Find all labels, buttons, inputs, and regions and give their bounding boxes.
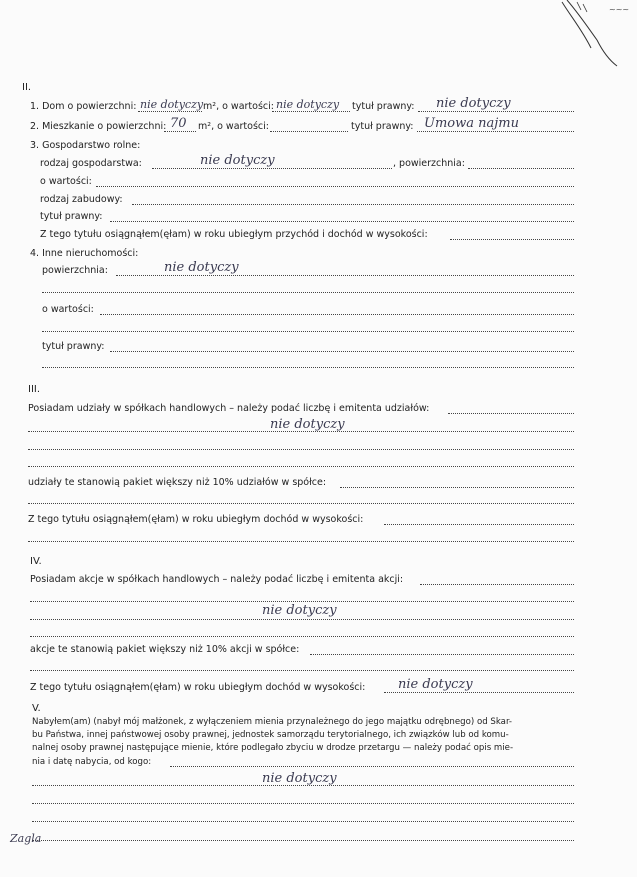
inne-powierzchnia-label: powierzchnia: bbox=[42, 265, 108, 276]
akcje-pakiet-field-2 bbox=[30, 670, 574, 671]
udzialy-pakiet-label: udziały te stanowią pakiet większy niż 10% udziałów w spółce: bbox=[28, 477, 327, 488]
akcje-pakiet-field bbox=[310, 654, 574, 655]
udzialy-ztego-label: Z tego tytułu osiągnąłem(ęłam) w roku ubiegłym dochód w wysokości: bbox=[28, 514, 364, 525]
akcje-ztego-label: Z tego tytułu osiągnąłem(ęłam) w roku ubiegłym dochód w wysokości: bbox=[30, 682, 366, 693]
nabylem-line-4: nia i datę nabycia, od kogo: bbox=[32, 757, 152, 767]
nabylem-field-2 bbox=[32, 785, 574, 786]
akcje-field-2 bbox=[30, 601, 574, 602]
udzialy-field bbox=[448, 413, 574, 414]
udzialy-ztego-field bbox=[384, 524, 574, 525]
gosp-zabudowy-field bbox=[132, 204, 574, 205]
gospodarstwo-label: 3. Gospodarstwo rolne: bbox=[30, 140, 141, 151]
gosp-ztego-label: Z tego tytułu osiągnąłem(ęłam) w roku ubiegłym przychód i dochód w wysokości: bbox=[40, 229, 428, 240]
udzialy-field-4 bbox=[28, 466, 574, 467]
dom-value-handwriting: nie dotyczy bbox=[276, 98, 340, 111]
section-ii-heading: II. bbox=[22, 82, 32, 93]
nabylem-field-4 bbox=[32, 821, 574, 822]
footer-initials: Zagla bbox=[10, 832, 42, 845]
akcje-ztego-handwriting: nie dotyczy bbox=[398, 677, 473, 692]
nabylem-line-3: nalnej osoby prawnej następujące mienie, które podlegało zbyciu w drodze przetargu — należy podać opis mie- bbox=[32, 743, 514, 753]
nabylem-handwriting: nie dotyczy bbox=[262, 771, 337, 786]
rodzaj-gospodarstwa-handwriting: nie dotyczy bbox=[200, 153, 275, 168]
powierzchnia-gosp-label: , powierzchnia: bbox=[393, 158, 465, 169]
mieszkanie-label: 2. Mieszkanie o powierzchni: bbox=[30, 121, 167, 132]
inne-wartosc-field bbox=[100, 314, 574, 315]
inne-powierzchnia-field bbox=[116, 275, 574, 276]
mieszkanie-title-field bbox=[417, 131, 574, 132]
svg-text:~~~: ~~~ bbox=[609, 5, 630, 14]
mieszkanie-title-label: tytuł prawny: bbox=[351, 121, 414, 132]
gosp-wartosc-field bbox=[96, 186, 574, 187]
udzialy-pakiet-field-2 bbox=[28, 503, 574, 504]
nabylem-line-2: bu Państwa, innej państwowej osoby prawnej, jednostek samorządu terytorialnego, ich związków lub od komu- bbox=[32, 730, 509, 740]
inne-wartosc-field-2 bbox=[42, 331, 574, 332]
nabylem-field-5 bbox=[32, 840, 574, 841]
akcje-handwriting: nie dotyczy bbox=[262, 603, 337, 618]
mieszkanie-value-field bbox=[270, 131, 348, 132]
udzialy-pakiet-field bbox=[340, 487, 574, 488]
nabylem-field bbox=[170, 766, 574, 767]
section-iv-heading: IV. bbox=[30, 556, 42, 567]
corner-signature bbox=[557, 0, 637, 70]
mieszkanie-area-field bbox=[164, 131, 196, 132]
dom-value-label: m², o wartości: bbox=[203, 101, 274, 112]
akcje-label: Posiadam akcje w spółkach handlowych – należy podać liczbę i emitenta akcji: bbox=[30, 574, 404, 585]
inne-wartosc-label: o wartości: bbox=[42, 304, 94, 315]
nabylem-line-1: Nabyłem(am) (nabył mój małżonek, z wyłączeniem mienia przynależnego do jego majątku odrębnego) od Skar- bbox=[32, 717, 513, 727]
dom-label: 1. Dom o powierzchni: bbox=[30, 101, 137, 112]
gosp-tytul-label: tytuł prawny: bbox=[40, 211, 103, 222]
inne-nieruchomosci-label: 4. Inne nieruchomości: bbox=[30, 248, 139, 259]
mieszkanie-title-handwriting: Umowa najmu bbox=[424, 116, 519, 131]
inne-tytul-field bbox=[110, 351, 574, 352]
dom-title-field bbox=[418, 111, 574, 112]
inne-tytul-field-2 bbox=[42, 367, 574, 368]
mieszkanie-value-label: m², o wartości: bbox=[198, 121, 269, 132]
mieszkanie-area-handwriting: 70 bbox=[170, 116, 187, 131]
inne-powierzchnia-field-2 bbox=[42, 292, 574, 293]
gosp-ztego-field bbox=[450, 239, 574, 240]
udzialy-ztego-field-2 bbox=[28, 541, 574, 542]
nabylem-field-3 bbox=[32, 803, 574, 804]
rodzaj-gospodarstwa-field bbox=[152, 168, 392, 169]
dom-title-label: tytuł prawny: bbox=[352, 101, 415, 112]
section-v-heading: V. bbox=[32, 703, 41, 714]
inne-tytul-label: tytuł prawny: bbox=[42, 341, 105, 352]
akcje-pakiet-label: akcje te stanowią pakiet większy niż 10% akcji w spółce: bbox=[30, 644, 300, 655]
dom-title-handwriting: nie dotyczy bbox=[436, 96, 511, 111]
udzialy-label: Posiadam udziały w spółkach handlowych – należy podać liczbę i emitenta udziałów: bbox=[28, 403, 430, 414]
gosp-zabudowy-label: rodzaj zabudowy: bbox=[40, 194, 123, 205]
akcje-field-3 bbox=[30, 619, 574, 620]
udzialy-handwriting: nie dotyczy bbox=[270, 417, 345, 432]
gosp-wartosc-label: o wartości: bbox=[40, 176, 92, 187]
inne-powierzchnia-handwriting: nie dotyczy bbox=[164, 260, 239, 275]
powierzchnia-gosp-field bbox=[468, 168, 574, 169]
section-iii-heading: III. bbox=[28, 384, 41, 395]
udzialy-field-3 bbox=[28, 449, 574, 450]
rodzaj-gospodarstwa-label: rodzaj gospodarstwa: bbox=[40, 158, 142, 169]
gosp-tytul-field bbox=[110, 221, 574, 222]
dom-area-handwriting: nie dotyczy bbox=[140, 98, 204, 111]
akcje-field bbox=[420, 584, 574, 585]
akcje-ztego-field bbox=[384, 692, 574, 693]
udzialy-field-2 bbox=[28, 431, 574, 432]
akcje-field-4 bbox=[30, 636, 574, 637]
